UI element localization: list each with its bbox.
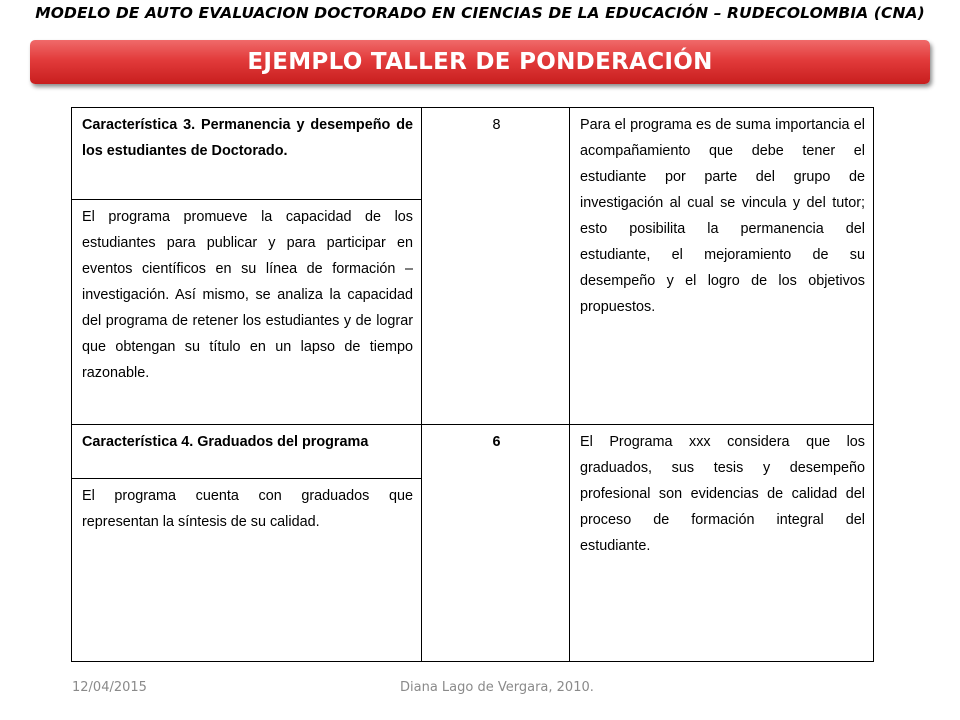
weighting-table xyxy=(71,107,874,662)
characteristic-title-cell: Característica 4. Graduados del programa xyxy=(72,425,422,479)
footer-author: Diana Lago de Vergara, 2010. xyxy=(400,680,594,695)
footer-date: 12/04/2015 xyxy=(72,680,147,695)
justification-cell: Para el programa es de suma importancia el acompañamiento que debe tener el estudiante por parte del grupo de investigación al cual se vincula y del tutor; esto posibilita la permanencia del estudiante, el mejoramiento de su desempeño y el logro de los objetivos propuestos. xyxy=(570,108,874,425)
section-banner xyxy=(30,40,930,84)
table-row xyxy=(72,425,874,479)
weight-cell: 6 xyxy=(422,425,570,662)
banner-title: EJEMPLO TALLER DE PONDERACIÓN xyxy=(247,49,713,75)
document-header-title: MODELO DE AUTO EVALUACION DOCTORADO EN CIENCIAS DE LA EDUCACIÓN – RUDECOLOMBIA (CNA) xyxy=(35,4,925,22)
characteristic-description-cell: El programa cuenta con graduados que representan la síntesis de su calidad. xyxy=(72,479,422,662)
table-row xyxy=(72,108,874,200)
characteristic-description-cell: El programa promueve la capacidad de los estudiantes para publicar y para participar en eventos científicos en su línea de formación – investigación. Así mismo, se analiza la capacidad del programa de retener los estudiantes y de lograr que obtengan su título en un lapso de tiempo razonable. xyxy=(72,200,422,425)
characteristic-title-cell: Característica 3. Permanencia y desempeño de los estudiantes de Doctorado. xyxy=(72,108,422,200)
justification-cell: El Programa xxx considera que los graduados, sus tesis y desempeño profesional son evidencias de calidad del proceso de formación integral del estudiante. xyxy=(570,425,874,662)
weight-cell: 8 xyxy=(422,108,570,425)
